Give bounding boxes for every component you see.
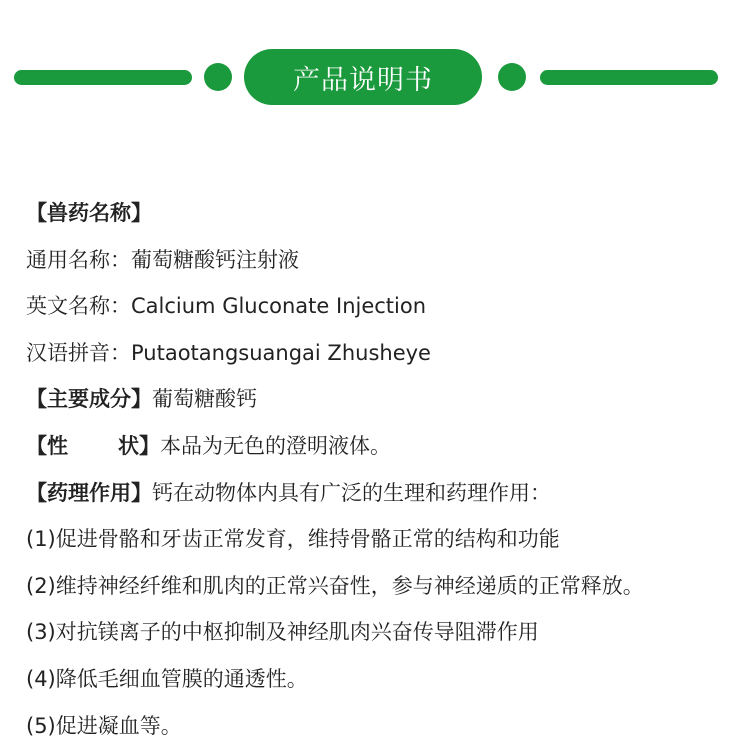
decorative-dot-right — [498, 63, 526, 91]
ingredient-value: 葡萄糖酸钙 — [152, 387, 257, 412]
section-header — [0, 0, 730, 130]
ingredient-line — [26, 376, 722, 423]
name-heading-line — [26, 190, 722, 237]
list-item: (2)维持神经纤维和肌肉的正常兴奋性，参与神经递质的正常释放。 — [26, 573, 644, 598]
pinyin-name-label: 汉语拼音： — [26, 340, 131, 365]
page-title: 产品说明书 — [293, 64, 433, 96]
english-name-line — [26, 283, 722, 330]
pharmacology-line — [26, 470, 722, 517]
property-label-start: 【性 — [26, 433, 68, 458]
pharmacology-label: 【药理作用】 — [26, 480, 152, 505]
pinyin-name-value: Putaotangsuangai Zhusheye — [131, 340, 431, 365]
list-item: (3)对抗镁离子的中枢抑制及神经肌肉兴奋传导阻滞作用 — [26, 620, 539, 645]
list-item: (4)降低毛细血管膜的通透性。 — [26, 666, 308, 691]
list-item: (1)促进骨骼和牙齿正常发育，维持骨骼正常的结构和功能 — [26, 527, 560, 552]
property-value: 本品为无色的澄明液体。 — [160, 433, 391, 458]
generic-name-label: 通用名称： — [26, 247, 131, 272]
generic-name-line — [26, 237, 722, 284]
ingredient-label: 【主要成分】 — [26, 387, 152, 412]
generic-name-value: 葡萄糖酸钙注射液 — [131, 247, 299, 272]
pharmacology-value: 钙在动物体内具有广泛的生理和药理作用： — [152, 480, 551, 505]
decorative-dot-left — [204, 63, 232, 91]
header-title-badge — [244, 49, 482, 105]
instruction-content — [26, 190, 722, 749]
pinyin-name-line — [26, 330, 722, 377]
list-item: (5)促进凝血等。 — [26, 713, 182, 738]
decorative-line-right — [540, 70, 718, 85]
property-label-end: 状】 — [118, 433, 160, 458]
english-name-label: 英文名称： — [26, 294, 131, 319]
decorative-line-left — [14, 70, 192, 85]
name-heading: 【兽药名称】 — [26, 201, 152, 225]
property-line — [26, 423, 722, 470]
english-name-value: Calcium Gluconate Injection — [131, 294, 427, 319]
